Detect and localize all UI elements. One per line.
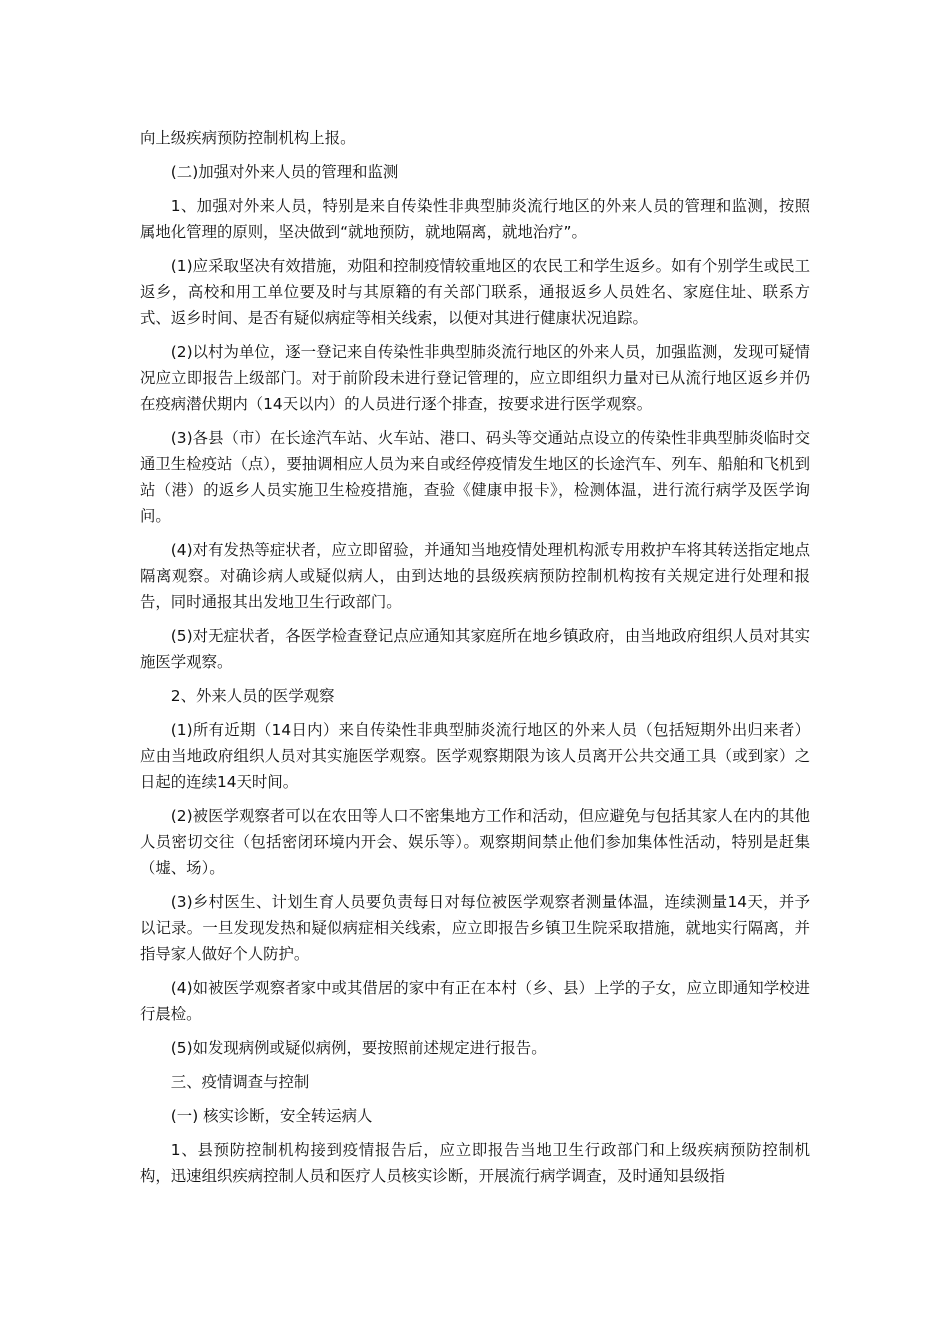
paragraph: (3)各县（市）在长途汽车站、火车站、港口、码头等交通站点设立的传染性非典型肺炎临时交通卫生检疫站（点），要抽调相应人员为来自或经停疫情发生地区的长途汽车、列车、船舶和飞机到站（港）的返乡人员实施卫生检疫措施，查验《健康申报卡》，检测体温，进行流行病学及医学询问。	[140, 429, 810, 525]
subsection-heading: 2、外来人员的医学观察	[170, 687, 335, 705]
paragraph: (4)对有发热等症状者，应立即留验，并通知当地疫情处理机构派专用救护车将其转送指定地点隔离观察。对确诊病人或疑似病人，由到达地的县级疾病预防控制机构按有关规定进行处理和报告，同时通报其出发地卫生行政部门。	[140, 541, 810, 611]
section-heading-3-1: (一) 核实诊断，安全转运病人	[170, 1107, 373, 1125]
paragraph-continuation: 向上级疾病预防控制机构上报。	[140, 129, 356, 147]
paragraph: 1、县预防控制机构接到疫情报告后，应立即报告当地卫生行政部门和上级疾病预防控制机构，迅速组织疾病控制人员和医疗人员核实诊断，开展流行病学调查，及时通知县级指	[140, 1141, 810, 1185]
paragraph: (4)如被医学观察者家中或其借居的家中有正在本村（乡、县）上学的子女，应立即通知学校进行晨检。	[140, 979, 810, 1023]
paragraph: (2)被医学观察者可以在农田等人口不密集地方工作和活动，但应避免与包括其家人在内的其他人员密切交往（包括密闭环境内开会、娱乐等）。观察期间禁止他们参加集体性活动，特别是赶集（墟、场）。	[140, 807, 810, 877]
paragraph: 1、加强对外来人员，特别是来自传染性非典型肺炎流行地区的外来人员的管理和监测，按照属地化管理的原则，坚决做到“就地预防，就地隔离，就地治疗”。	[140, 197, 810, 241]
paragraph: (5)如发现病例或疑似病例，要按照前述规定进行报告。	[170, 1039, 547, 1057]
paragraph: (1)应采取坚决有效措施，劝阻和控制疫情较重地区的农民工和学生返乡。如有个别学生或民工返乡，高校和用工单位要及时与其原籍的有关部门联系，通报返乡人员姓名、家庭住址、联系方式、返乡时间、是否有疑似病症等相关线索，以便对其进行健康状况追踪。	[140, 257, 810, 327]
paragraph: (2)以村为单位，逐一登记来自传染性非典型肺炎流行地区的外来人员，加强监测，发现可疑情况应立即报告上级部门。对于前阶段未进行登记管理的，应立即组织力量对已从流行地区返乡并仍在疫病潜伏期内（14天以内）的人员进行逐个排查，按要求进行医学观察。	[140, 343, 810, 413]
section-heading-2: (二)加强对外来人员的管理和监测	[170, 163, 399, 181]
paragraph: (5)对无症状者，各医学检查登记点应通知其家庭所在地乡镇政府，由当地政府组织人员对其实施医学观察。	[140, 627, 810, 671]
document-body	[140, 125, 810, 1189]
section-heading-3: 三、疫情调查与控制	[170, 1073, 310, 1091]
paragraph: (1)所有近期（14日内）来自传染性非典型肺炎流行地区的外来人员（包括短期外出归来者）应由当地政府组织人员对其实施医学观察。医学观察期限为该人员离开公共交通工具（或到家）之日起的连续14天时间。	[140, 721, 810, 791]
paragraph: (3)乡村医生、计划生育人员要负责每日对每位被医学观察者测量体温，连续测量14天，并予以记录。一旦发现发热和疑似病症相关线索，应立即报告乡镇卫生院采取措施，就地实行隔离，并指导家人做好个人防护。	[140, 893, 810, 963]
